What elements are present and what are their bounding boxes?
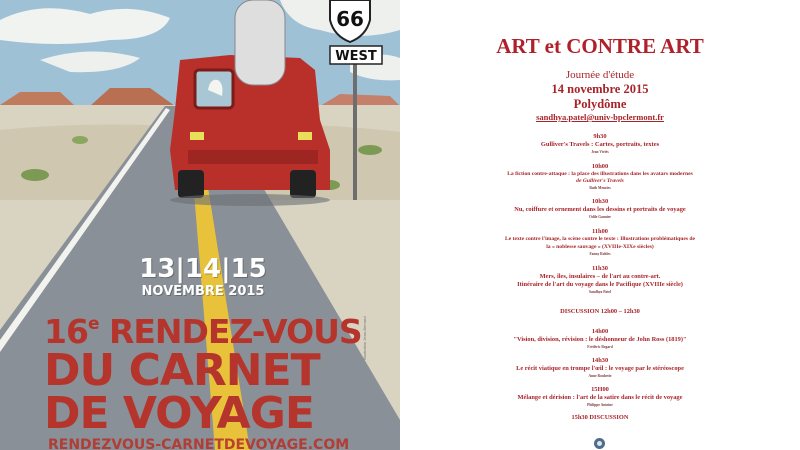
session-speaker: Fanny Robles <box>589 252 611 256</box>
session-time: 10h30 <box>591 198 609 205</box>
session-talk: "Vision, division, révision : le déshonneur de John Ross (1819)" <box>513 336 687 343</box>
contact-email-link[interactable]: sandhya.patel@univ-bpclermont.fr <box>536 112 664 122</box>
truck-bumper <box>188 150 318 164</box>
poster-headline-line2: DU CARNET <box>44 345 320 396</box>
session-speaker: Ruth Menzies <box>589 186 611 190</box>
cargo-object <box>235 0 285 85</box>
session-speaker: Philippe Antoine <box>587 403 613 407</box>
west-sign-text: WEST <box>335 49 377 64</box>
session-time: 10h00 <box>591 163 609 170</box>
bush <box>21 169 49 181</box>
tail-light <box>298 132 312 140</box>
discussion-afternoon: 15h30 DISCUSSION <box>571 414 629 421</box>
program-title: ART et CONTRE ART <box>496 34 704 58</box>
program-subtitle: Journée d'étude <box>565 69 635 81</box>
session-time: 14h00 <box>591 328 609 335</box>
wheel <box>178 170 204 198</box>
session-talk: Mélange et dérision : l'art de la satire dans le récit de voyage <box>517 394 683 401</box>
poster-dates: 13|14|15 <box>139 254 267 284</box>
session-speaker: Odile Gannier <box>588 215 612 219</box>
session-talk: Mers, îles, insulaires – de l'art au contre-art. <box>539 273 661 280</box>
session-time: 11h30 <box>592 265 608 272</box>
headline-rendez-vous: RENDEZ-VOUS <box>98 312 362 351</box>
session-talk-cont: de Gulliver's Travels <box>576 178 624 184</box>
edition-number: 16 <box>44 312 88 351</box>
truck-shadow <box>170 194 330 206</box>
program-panel <box>400 0 800 450</box>
session-talk: Le texte contre l'image, la scène contre le texte : Illustrations problématiques de <box>505 236 695 242</box>
session-talk: Nu, coiffure et ornement dans les dessins et portraits de voyage <box>514 206 686 213</box>
session-talk: La fiction contre-attaque : la place des illustrations dans les avatars modernes <box>507 171 693 177</box>
session-time: 11h00 <box>592 228 608 235</box>
session-speaker: Jean Viviès <box>591 150 609 154</box>
wheel <box>290 170 316 198</box>
bush <box>72 136 88 144</box>
edition-suffix: e <box>87 314 99 334</box>
university-logo-icon <box>593 437 606 450</box>
session-speaker: Sandhya Patel <box>588 290 612 294</box>
discussion-morning: DISCUSSION 12h00 – 12h30 <box>560 308 640 315</box>
program-place: Polydôme <box>573 97 627 111</box>
tail-light <box>190 132 204 140</box>
poster-website: RENDEZVOUS-CARNETDEVOYAGE.COM <box>48 437 350 450</box>
poster-headline-line3: DE VOYAGE <box>44 388 314 439</box>
program-date: 14 novembre 2015 <box>551 82 649 96</box>
session-talk-cont: la « noblesse sauvage » (XVIIIe-XIXe siècles) <box>546 244 654 250</box>
session-time: 9h30 <box>593 133 607 140</box>
session-time: 14h30 <box>591 357 609 364</box>
sign-post <box>353 60 357 200</box>
session-talk: Gulliver's Travels : Cartes, portraits, textes <box>540 141 660 148</box>
bush <box>358 145 382 155</box>
session-time: 15H00 <box>591 386 609 393</box>
route-66-number: 66 <box>336 7 364 31</box>
poster-month: NOVEMBRE 2015 <box>141 284 265 299</box>
session-talk-cont: Itinéraire de l'art du voyage dans le Pacifique (XVIIIe siècle) <box>517 281 683 288</box>
session-talk: Le récit viatique en trompe l'œil : le voyage par le stéréoscope <box>516 365 684 372</box>
session-speaker: Frédéric Regard <box>587 345 613 349</box>
session-speaker: Anne Rouhette <box>588 374 612 378</box>
illustration-credit: Illustration Jean-Bernard <box>362 316 367 360</box>
